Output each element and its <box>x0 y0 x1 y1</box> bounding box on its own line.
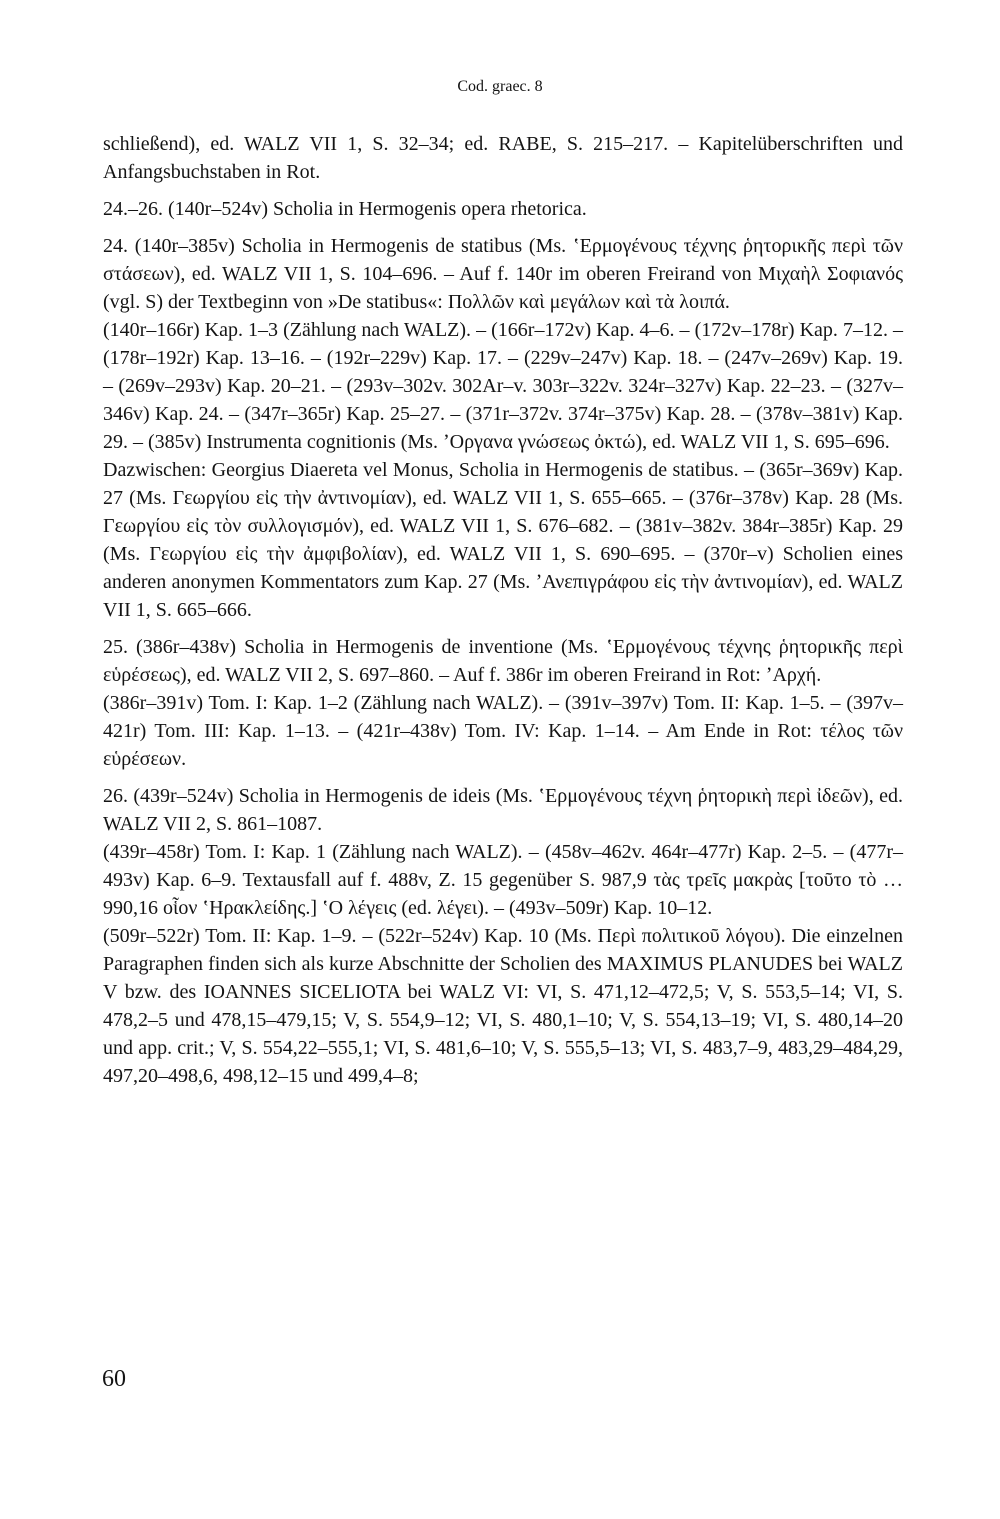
paragraph: (439r–458r) Tom. I: Kap. 1 (Zählung nach WALZ). – (458v–462v. 464r–477r) Kap. 2–5. – (477r–493v) Kap. 6–9. Textausfall auf f. 488v, Z. 15 gegenüber S. 987,9 τὰς τρεῖς μακρὰς [τοῦτο τὸ … 990,16 οἷον ʽΗρακλείδης.] ʽΟ λέγεις (ed. λέγει). – (493v–509r) Kap. 10–12. <box>103 841 903 919</box>
paragraph: Dazwischen: Georgius Diaereta vel Monus, Scholia in Hermogenis de statibus. – (365r–369v) Kap. 27 (Ms. Γεωργίου εἰς τὴν ἀντινομίαν), ed. WALZ VII 1, S. 655–665. – (376r–378v) Kap. 28 (Ms. Γεωργίου εἰς τὸν συλλογισμόν), ed. WALZ VII 1, S. 676–682. – (381v–382v. 384r–385r) Kap. 29 (Ms. Γεωργίου εἰς τὴν ἀμφιβολίαν), ed. WALZ VII 1, S. 690–695. – (370r–v) Scholien eines anderen anonymen Kommentators zum Kap. 27 (Ms. ʼΑνεπιγράφου εἰς τὴν ἀντινομίαν), ed. WALZ VII 1, S. 665–666. <box>103 459 903 621</box>
paragraph: 26. (439r–524v) Scholia in Hermogenis de ideis (Ms. ʽΕρμογένους τέχνη ῥητορικὴ περὶ ἰδεῶν), ed. WALZ VII 2, S. 861–1087. <box>103 785 903 835</box>
paragraph: 24. (140r–385v) Scholia in Hermogenis de statibus (Ms. ʽΕρμογένους τέχνης ῥητορικῆς περὶ τῶν στάσεων), ed. WALZ VII 1, S. 104–696. – Auf f. 140r im oberen Freirand von Μιχαὴλ Σοφιανός (vgl. S) der Textbeginn von »De statibus«: Πολλῶν καὶ μεγάλων καὶ τὰ λοιπά. <box>103 235 903 313</box>
paragraph: 25. (386r–438v) Scholia in Hermogenis de inventione (Ms. ʽΕρμογένους τέχνης ῥητορικῆς περὶ εὑρέσεως), ed. WALZ VII 2, S. 697–860. – Auf f. 386r im oberen Freirand in Rot: ʼΑρχή. <box>103 636 903 686</box>
text-block <box>103 130 903 1090</box>
paragraph: schließend), ed. WALZ VII 1, S. 32–34; ed. RABE, S. 215–217. – Kapitelüberschriften und Anfangsbuchstaben in Rot. <box>103 133 903 183</box>
paragraph: (140r–166r) Kap. 1–3 (Zählung nach WALZ). – (166r–172v) Kap. 4–6. – (172v–178r) Kap. 7–12. – (178r–192r) Kap. 13–16. – (192r–229v) Kap. 17. – (229v–247v) Kap. 18. – (247v–269v) Kap. 19. – (269v–293v) Kap. 20–21. – (293v–302v. 302Ar–v. 303r–322v. 324r–327v) Kap. 22–23. – (327v–346v) Kap. 24. – (347r–365r) Kap. 25–27. – (371r–372v. 374r–375v) Kap. 28. – (378v–381v) Kap. 29. – (385v) Instrumenta cognitionis (Ms. ʼΟργανα γνώσεως ὀκτώ), ed. WALZ VII 1, S. 695–696. <box>103 319 903 453</box>
paragraph: 24.–26. (140r–524v) Scholia in Hermogenis opera rhetorica. <box>103 198 587 220</box>
paragraph: (386r–391v) Tom. I: Kap. 1–2 (Zählung nach WALZ). – (391v–397v) Tom. II: Kap. 1–5. – (397v–421r) Tom. III: Kap. 1–13. – (421r–438v) Tom. IV: Kap. 1–14. – Am Ende in Rot: τέλος τῶν εὑρέσεων. <box>103 692 903 770</box>
page-number: 60 <box>102 1366 126 1392</box>
paragraph: (509r–522r) Tom. II: Kap. 1–9. – (522r–524v) Kap. 10 (Ms. Περὶ πολιτικοῦ λόγου). Die einzelnen Paragraphen finden sich als kurze Abschnitte der Scholien des MAXIMUS PLANUDES bei WALZ V bzw. des IOANNES SICELIOTA bei WALZ VI: VI, S. 471,12–472,5; V, S. 553,5–14; VI, S. 478,2–5 und 478,15–479,15; V, S. 554,9–12; VI, S. 480,1–10; V, S. 554,13–19; VI, S. 480,14–20 und app. crit.; V, S. 554,22–555,1; VI, S. 481,6–10; V, S. 555,5–13; VI, S. 483,7–9, 483,29–484,29, 497,20–498,6, 498,12–15 und 499,4–8; <box>103 925 903 1087</box>
running-head: Cod. graec. 8 <box>457 78 543 95</box>
